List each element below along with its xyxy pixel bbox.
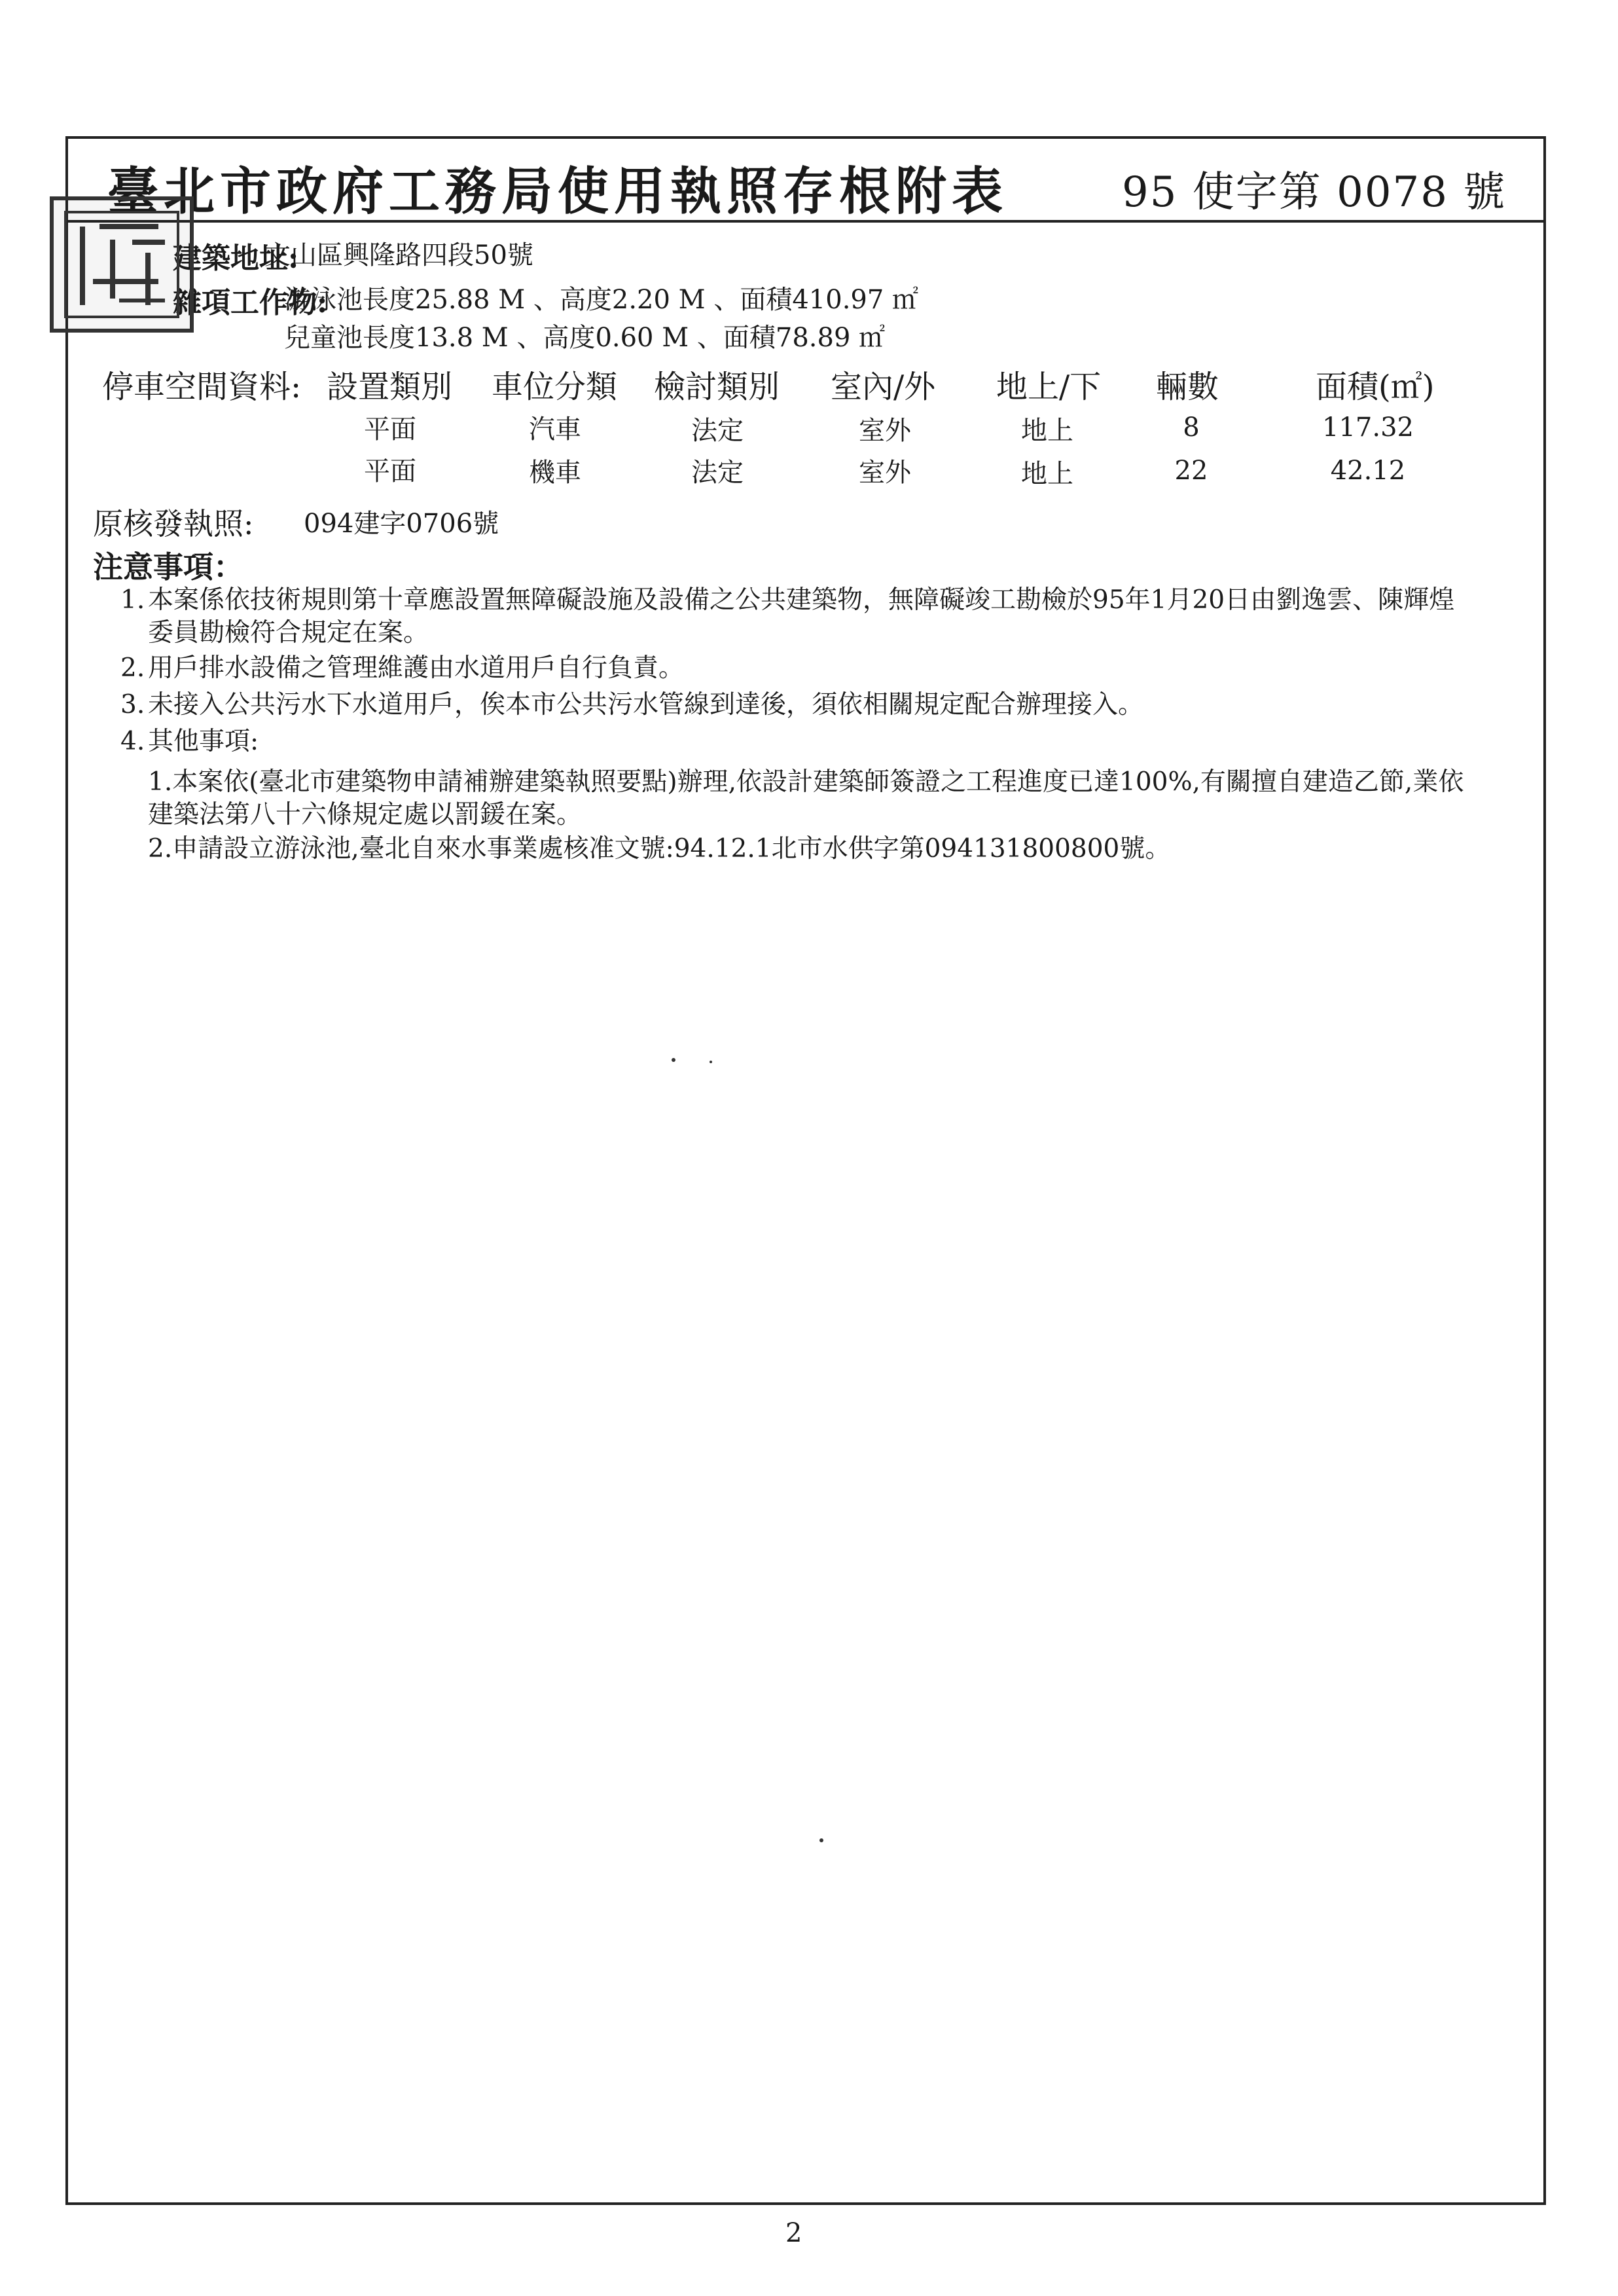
note-number: 3. [120, 690, 145, 720]
note-item-3 [120, 689, 1508, 721]
parking-cell: 室外 [859, 416, 911, 446]
permit-number: 95 使字第 0078 號 [1122, 168, 1507, 217]
sub-note-1 [148, 766, 1516, 831]
note-text: 其他事項: [148, 727, 259, 756]
note-number: 4. [120, 727, 145, 756]
note-text: 用戶排水設備之管理維護由水道用戶自行負責。 [148, 653, 685, 683]
note-item-2 [120, 652, 1508, 685]
note-item-1 [120, 584, 1508, 649]
parking-cell: 平面 [364, 414, 416, 445]
parking-label: 停車空間資料: [102, 369, 302, 405]
sub-note-text-continued: 建築法第八十六條規定處以罰鍰在案。 [148, 800, 583, 829]
page-number: 2 [785, 2218, 802, 2248]
parking-cell: 汽車 [529, 414, 581, 445]
scan-speck [710, 1061, 712, 1063]
note-text: 未接入公共污水下水道用戶，俟本市公共污水管線到達後，須依相關規定配合辦理接入。 [148, 690, 1144, 720]
parking-cell: 117.32 [1322, 412, 1414, 443]
parking-cell: 地上 [1021, 459, 1073, 489]
parking-header-above-below: 地上/下 [996, 369, 1102, 405]
parking-cell: 42.12 [1330, 456, 1406, 486]
parking-header-count: 輛數 [1156, 369, 1219, 405]
misc-structure-pool: 游泳池長度25.88 M 、高度2.20 M 、面積410.97 ㎡ [284, 285, 919, 315]
parking-cell: 機車 [529, 458, 581, 488]
sub-note-text: 2.申請設立游泳池,臺北自來水事業處核准文號:94.12.1北市水供字第094131800800號。 [148, 834, 1171, 864]
parking-header-indoor-outdoor: 室內/外 [831, 369, 936, 405]
note-item-4 [120, 725, 1508, 758]
parking-header-area: 面積(㎡) [1316, 369, 1435, 405]
sub-note-text: 1.本案依(臺北市建築物申請補辦建築執照要點)辦理,依設計建築師簽證之工程進度已達100%,有關擅自建造乙節,業依 [148, 767, 1464, 797]
misc-structures-label: 雜項工作物: [173, 286, 328, 319]
misc-structure-kids-pool: 兒童池長度13.8 M 、高度0.60 M 、面積78.89 ㎡ [284, 323, 886, 353]
parking-header-review-type: 檢討類別 [654, 369, 780, 405]
parking-cell: 平面 [364, 456, 416, 486]
note-text-continued: 委員勘檢符合規定在案。 [148, 618, 429, 647]
parking-cell: 22 [1174, 456, 1208, 486]
parking-cell: 8 [1183, 412, 1200, 443]
note-text: 本案係依技術規則第十章應設置無障礙設施及設備之公共建築物，無障礙竣工勘檢於95年1月20日由劉逸雲、陳輝煌 [148, 585, 1455, 615]
address-value: 文山區興隆路四段50號 [264, 240, 533, 270]
official-seal [50, 196, 194, 333]
parking-cell: 地上 [1021, 416, 1073, 446]
address-label: 建築地址: [173, 242, 299, 275]
note-number: 1. [120, 585, 145, 615]
parking-cell: 室外 [859, 458, 911, 488]
document-frame [65, 136, 1546, 2205]
parking-cell: 法定 [691, 416, 744, 446]
parking-header-setup: 設置類別 [327, 369, 453, 405]
scan-speck [672, 1058, 675, 1062]
scan-speck [819, 1838, 823, 1842]
note-number: 2. [120, 653, 145, 683]
notes-label: 注意事項： [93, 549, 243, 585]
original-permit-label: 原核發執照: [93, 506, 254, 541]
document-title: 臺北市政府工務局使用執照存根附表 [107, 162, 1009, 221]
sub-note-2 [148, 833, 1516, 866]
parking-header-space-type: 車位分類 [492, 369, 618, 405]
parking-cell: 法定 [691, 458, 744, 488]
original-permit-value: 094建字0706號 [304, 509, 499, 539]
